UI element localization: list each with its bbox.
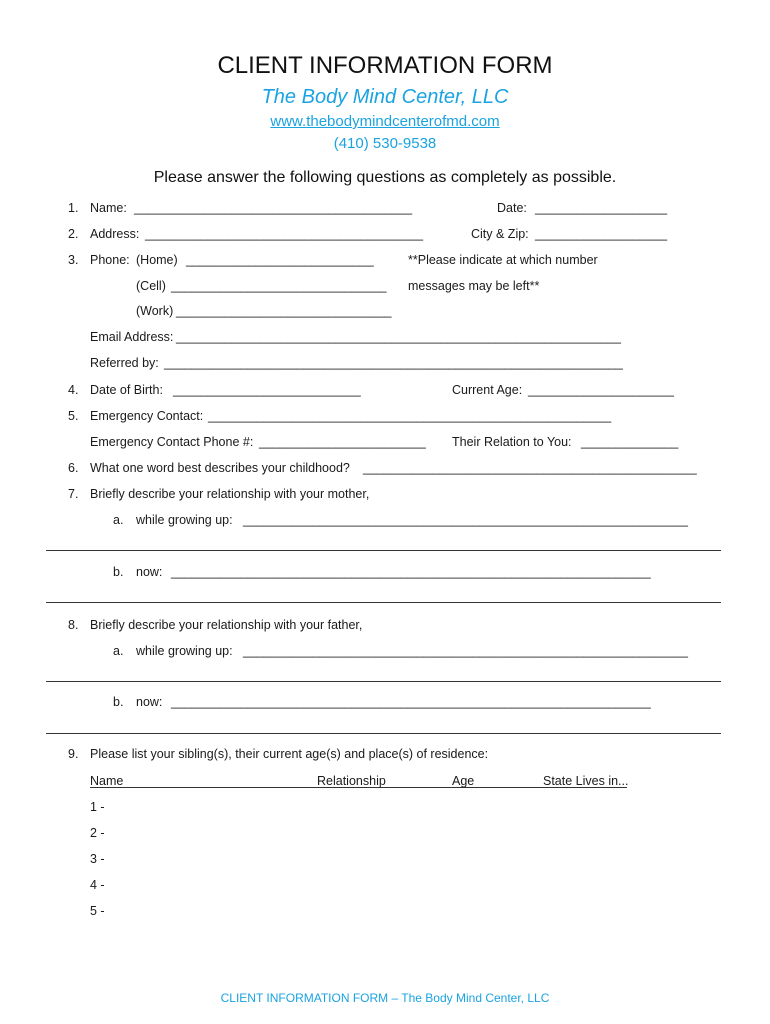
age-label: Current Age:	[452, 383, 523, 397]
phone-note-line1: **Please indicate at which number	[408, 253, 598, 267]
mother-now-extra-line[interactable]	[46, 602, 721, 603]
q1-number: 1.	[68, 201, 79, 215]
father-question: Briefly describe your relationship with your father,	[90, 618, 363, 632]
age-field[interactable]: _____________________	[528, 383, 674, 397]
phone-label: Phone:	[90, 253, 130, 267]
q3-number: 3.	[68, 253, 79, 267]
work-phone-label: (Work)	[136, 304, 174, 318]
form-instructions: Please answer the following questions as completely as possible.	[153, 169, 617, 186]
date-label: Date:	[497, 201, 527, 215]
q8b-marker: b.	[113, 695, 124, 709]
q5-number: 5.	[68, 409, 79, 423]
page-footer: CLIENT INFORMATION FORM – The Body Mind Center, LLC	[220, 991, 550, 1005]
q9-number: 9.	[68, 747, 79, 761]
referred-field[interactable]: __________________________________________________________________	[164, 356, 623, 370]
emergency-phone-field[interactable]: ________________________	[259, 435, 426, 449]
mother-question: Briefly describe your relationship with your mother,	[90, 487, 370, 501]
sibling-row[interactable]: 2 -	[90, 826, 105, 840]
q2-number: 2.	[68, 227, 79, 241]
name-field[interactable]: ________________________________________	[134, 201, 413, 215]
relation-label: Their Relation to You:	[452, 435, 572, 449]
q8-number: 8.	[68, 618, 79, 632]
column-name: Name	[90, 774, 124, 788]
father-now-field[interactable]: _____________________________________________________________________	[171, 695, 651, 709]
q7-number: 7.	[68, 487, 79, 501]
mother-now-field[interactable]: _____________________________________________________________________	[171, 565, 651, 579]
home-phone-field[interactable]: ___________________________	[186, 253, 374, 267]
father-growing-up-field[interactable]: ________________________________________________________________	[243, 644, 688, 658]
mother-growing-up-field[interactable]: ________________________________________________________________	[243, 513, 688, 527]
phone-note-line2: messages may be left**	[408, 279, 540, 293]
q7a-label: while growing up:	[136, 513, 233, 527]
sibling-row[interactable]: 3 -	[90, 852, 105, 866]
q6-number: 6.	[68, 461, 79, 475]
referred-label: Referred by:	[90, 356, 159, 370]
date-field[interactable]: ___________________	[535, 201, 668, 215]
q7a-marker: a.	[113, 513, 124, 527]
q8a-marker: a.	[113, 644, 124, 658]
sibling-row[interactable]: 1 -	[90, 800, 105, 814]
dob-field[interactable]: ___________________________	[173, 383, 361, 397]
column-age: Age	[452, 774, 475, 788]
relation-field[interactable]: ______________	[581, 435, 679, 449]
mother-growing-up-extra-line[interactable]	[46, 550, 721, 551]
q4-number: 4.	[68, 383, 79, 397]
q7b-label: now:	[136, 565, 163, 579]
company-name: The Body Mind Center, LLC	[261, 86, 509, 108]
childhood-field[interactable]: ________________________________________________	[363, 461, 697, 475]
column-state: State Lives in...	[543, 774, 629, 788]
emergency-contact-field[interactable]: __________________________________________________________	[208, 409, 612, 423]
q7b-marker: b.	[113, 565, 124, 579]
work-phone-field[interactable]: _______________________________	[176, 304, 392, 318]
address-label: Address:	[90, 227, 140, 241]
website-link[interactable]: www.thebodymindcenterofmd.com	[270, 113, 500, 130]
sibling-row[interactable]: 5 -	[90, 904, 105, 918]
column-relationship: Relationship	[317, 774, 386, 788]
q8a-label: while growing up:	[136, 644, 233, 658]
father-growing-up-extra-line[interactable]	[46, 681, 721, 682]
form-title: CLIENT INFORMATION FORM	[217, 52, 553, 79]
name-label: Name:	[90, 201, 127, 215]
email-field[interactable]: ________________________________________________________________	[176, 330, 621, 344]
email-label: Email Address:	[90, 330, 174, 344]
dob-label: Date of Birth:	[90, 383, 163, 397]
childhood-question: What one word best describes your childhood?	[90, 461, 350, 475]
sibling-row[interactable]: 4 -	[90, 878, 105, 892]
cell-phone-field[interactable]: _______________________________	[171, 279, 387, 293]
company-phone: (410) 530-9538	[333, 135, 437, 152]
father-now-extra-line[interactable]	[46, 733, 721, 734]
q8b-label: now:	[136, 695, 163, 709]
address-field[interactable]: ________________________________________	[145, 227, 424, 241]
siblings-question: Please list your sibling(s), their current age(s) and place(s) of residence:	[90, 747, 489, 761]
emergency-phone-label: Emergency Contact Phone #:	[90, 435, 254, 449]
home-phone-label: (Home)	[136, 253, 178, 267]
cell-phone-label: (Cell)	[136, 279, 166, 293]
city-zip-field[interactable]: ___________________	[535, 227, 668, 241]
city-zip-label: City & Zip:	[471, 227, 529, 241]
emergency-contact-label: Emergency Contact:	[90, 409, 204, 423]
